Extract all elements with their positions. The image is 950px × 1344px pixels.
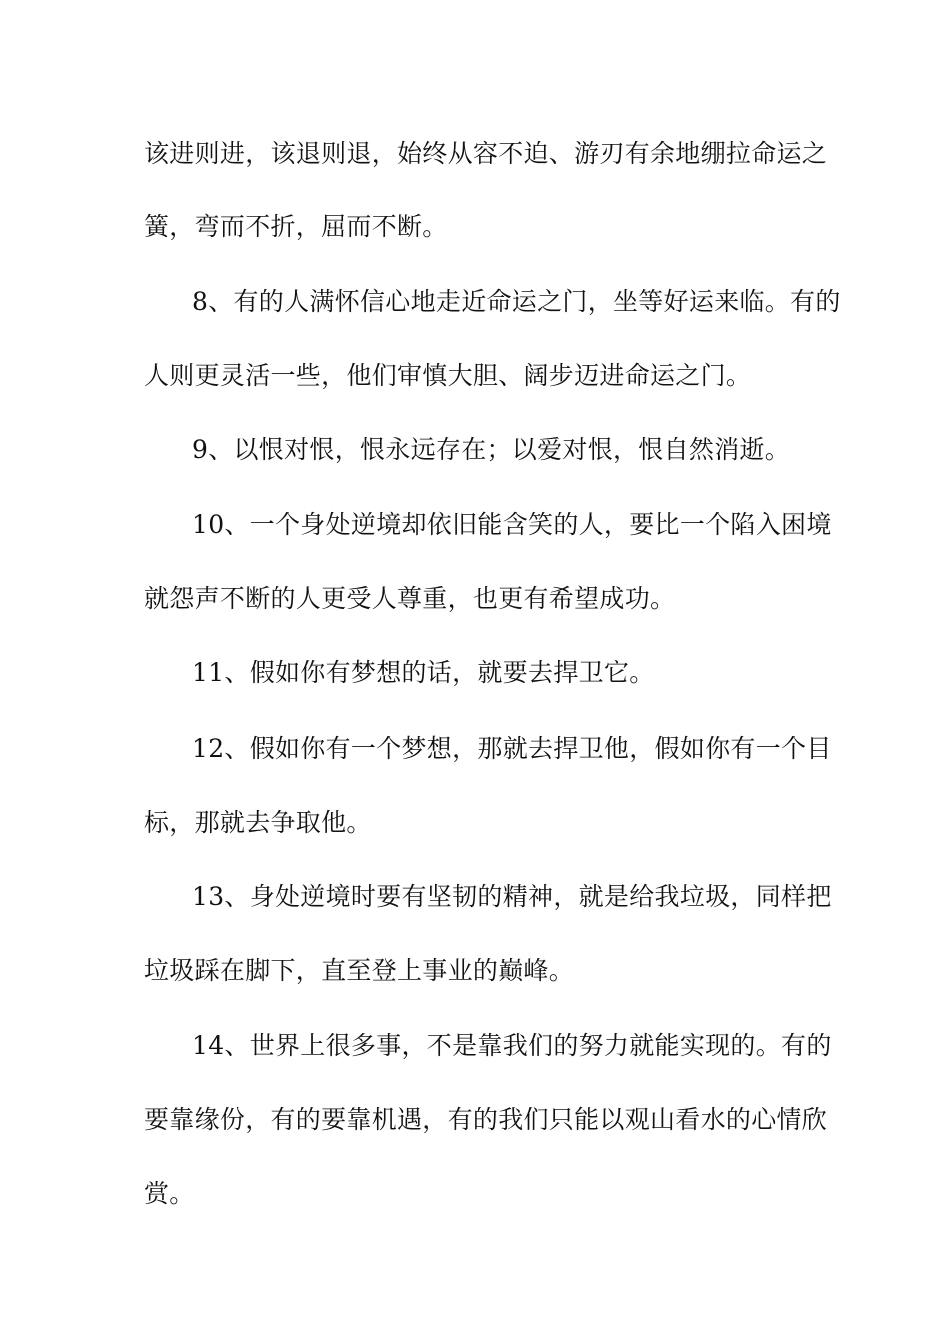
paragraph-start-14: 14、世界上很多事，不是靠我们的努力就能实现的。有的 <box>192 1031 832 1060</box>
text-line: 垃圾踩在脚下，直至登上事业的巅峰。 <box>144 956 575 985</box>
paragraph-start-12: 12、假如你有一个梦想，那就去捍卫他，假如你有一个目 <box>192 734 832 763</box>
paragraph-start-9: 9、以恨对恨，恨永远存在；以爱对恨，恨自然消逝。 <box>192 435 791 464</box>
paragraph-start-10: 10、一个身处逆境却依旧能含笑的人，要比一个陷入困境 <box>192 510 832 539</box>
text-line: 该进则进，该退则退，始终从容不迫、游刃有余地绷拉命运之 <box>144 139 828 168</box>
text-line: 标，那就去争取他。 <box>144 808 372 837</box>
text-line: 赏。 <box>144 1179 195 1208</box>
text-line: 要靠缘份，有的要靠机遇，有的我们只能以观山看水的心情欣 <box>144 1105 828 1134</box>
text-line: 人则更灵活一些，他们审慎大胆、阔步迈进命运之门。 <box>144 361 752 390</box>
paragraph-start-8: 8、有的人满怀信心地走近命运之门，坐等好运来临。有的 <box>192 287 841 316</box>
text-line: 就怨声不断的人更受人尊重，也更有希望成功。 <box>144 584 676 613</box>
paragraph-start-13: 13、身处逆境时要有坚韧的精神，就是给我垃圾，同样把 <box>192 882 832 911</box>
text-line: 簧，弯而不折，屈而不断。 <box>144 212 448 241</box>
paragraph-start-11: 11、假如你有梦想的话，就要去捍卫它。 <box>192 658 655 687</box>
